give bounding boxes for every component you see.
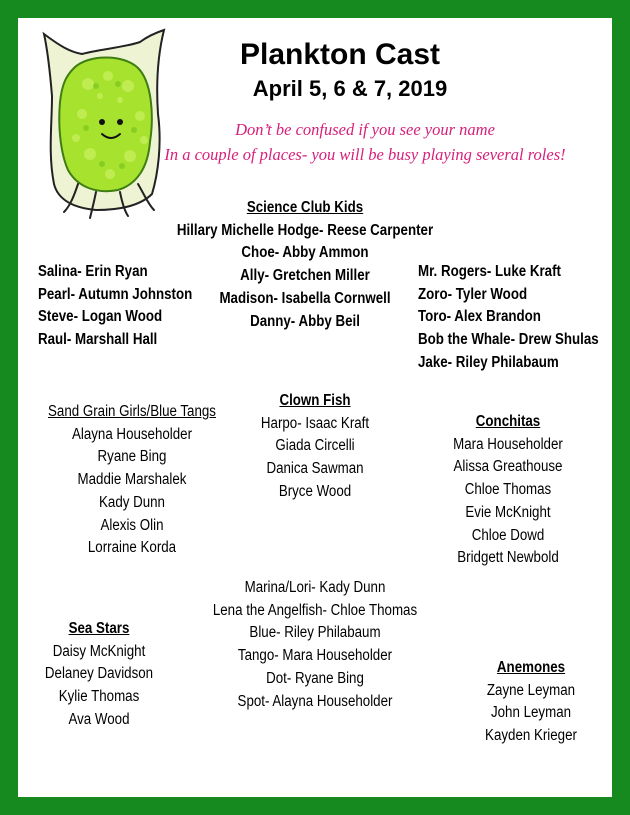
cast-member: Toro- Alex Brandon [418, 308, 541, 326]
cast-member: Alissa Greathouse [453, 458, 563, 476]
clown-fish-section [251, 390, 380, 504]
cast-member: Harpo- Isaac Kraft [260, 414, 370, 432]
cast-member: Steve- Logan Wood [38, 308, 163, 326]
cast-member: Raul- Marshall Hall [38, 331, 158, 349]
cast-member: Kylie Thomas [58, 688, 140, 706]
cast-member: Bryce Wood [278, 482, 352, 500]
cast-member: Alexis Olin [100, 516, 164, 534]
cast-member: Madison- Isabella Cornwell [219, 289, 391, 307]
conchitas-heading: Conchitas [475, 413, 541, 430]
cast-member: Bridgett Newbold [457, 549, 559, 567]
cast-member: Delaney Davidson [44, 665, 154, 683]
cast-member: Lorraine Korda [87, 539, 177, 557]
clown-fish-heading: Clown Fish [279, 392, 351, 409]
cast-member: Salina- Erin Ryan [38, 263, 148, 280]
cast-member: Giada Circelli [275, 437, 355, 455]
sea-stars-heading: Sea Stars [68, 620, 130, 637]
anemones-section [475, 657, 587, 748]
middle-roles-list [208, 577, 423, 713]
note-line-2: In a couple of places- you will be busy playing several roles! [164, 145, 566, 164]
cast-member: Chloe Thomas [464, 481, 552, 499]
cast-member: Jake- Riley Philabaum [418, 353, 559, 371]
cast-member: Danny- Abby Beil [250, 312, 360, 330]
cast-member: John Leyman [490, 704, 572, 722]
cast-member: Dot- Ryane Bing [266, 669, 364, 687]
cast-member: Spot- Alayna Householder [237, 692, 393, 710]
cast-member: Tango- Mara Householder [237, 647, 393, 665]
cast-member: Lena the Angelfish- Chloe Thomas [212, 601, 418, 619]
anemones-heading: Anemones [496, 659, 566, 676]
left-roles-list [38, 261, 210, 352]
sand-grain-heading: Sand Grain Girls/Blue Tangs [48, 403, 216, 420]
cast-member: Mara Householder [453, 435, 563, 453]
cast-member: Ava Wood [68, 710, 130, 728]
show-dates: April 5, 6 & 7, 2019 [252, 76, 448, 101]
cast-member: Evie McKnight [465, 503, 551, 521]
cast-member: Mr. Rogers- Luke Kraft [418, 263, 561, 280]
cast-member: Choe- Abby Ammon [241, 244, 369, 262]
cast-member: Bob the Whale- Drew Shulas [418, 331, 599, 349]
cast-member: Zoro- Tyler Wood [418, 285, 528, 303]
cast-member: Daisy McKnight [52, 642, 146, 660]
cast-member: Maddie Marshalek [77, 471, 187, 489]
right-roles-list [418, 261, 599, 375]
page-title: Plankton Cast [239, 38, 441, 71]
sea-stars-section [39, 618, 159, 732]
cast-member: Ryane Bing [97, 448, 167, 466]
cast-member: Danica Sawman [266, 460, 364, 478]
cast-member: Hillary Michelle Hodge- Reese Carpenter [176, 221, 434, 239]
cast-member: Zayne Leyman [486, 681, 576, 699]
cast-member: Chloe Dowd [471, 526, 545, 544]
science-club-heading: Science Club Kids [246, 199, 364, 216]
cast-member: Pearl- Autumn Johnston [38, 285, 193, 303]
cast-member: Kayden Krieger [485, 727, 577, 745]
conchitas-section [439, 411, 577, 570]
cast-member: Kady Dunn [99, 493, 165, 511]
note-line-1: Don’t be confused if you see your name [235, 120, 495, 139]
cast-member: Alayna Householder [71, 425, 193, 443]
sand-grain-section [46, 401, 218, 560]
cast-member: Ally- Gretchen Miller [240, 267, 370, 285]
cast-member: Blue- Riley Philabaum [249, 624, 381, 642]
cast-member: Marina/Lori- Kady Dunn [244, 579, 386, 596]
